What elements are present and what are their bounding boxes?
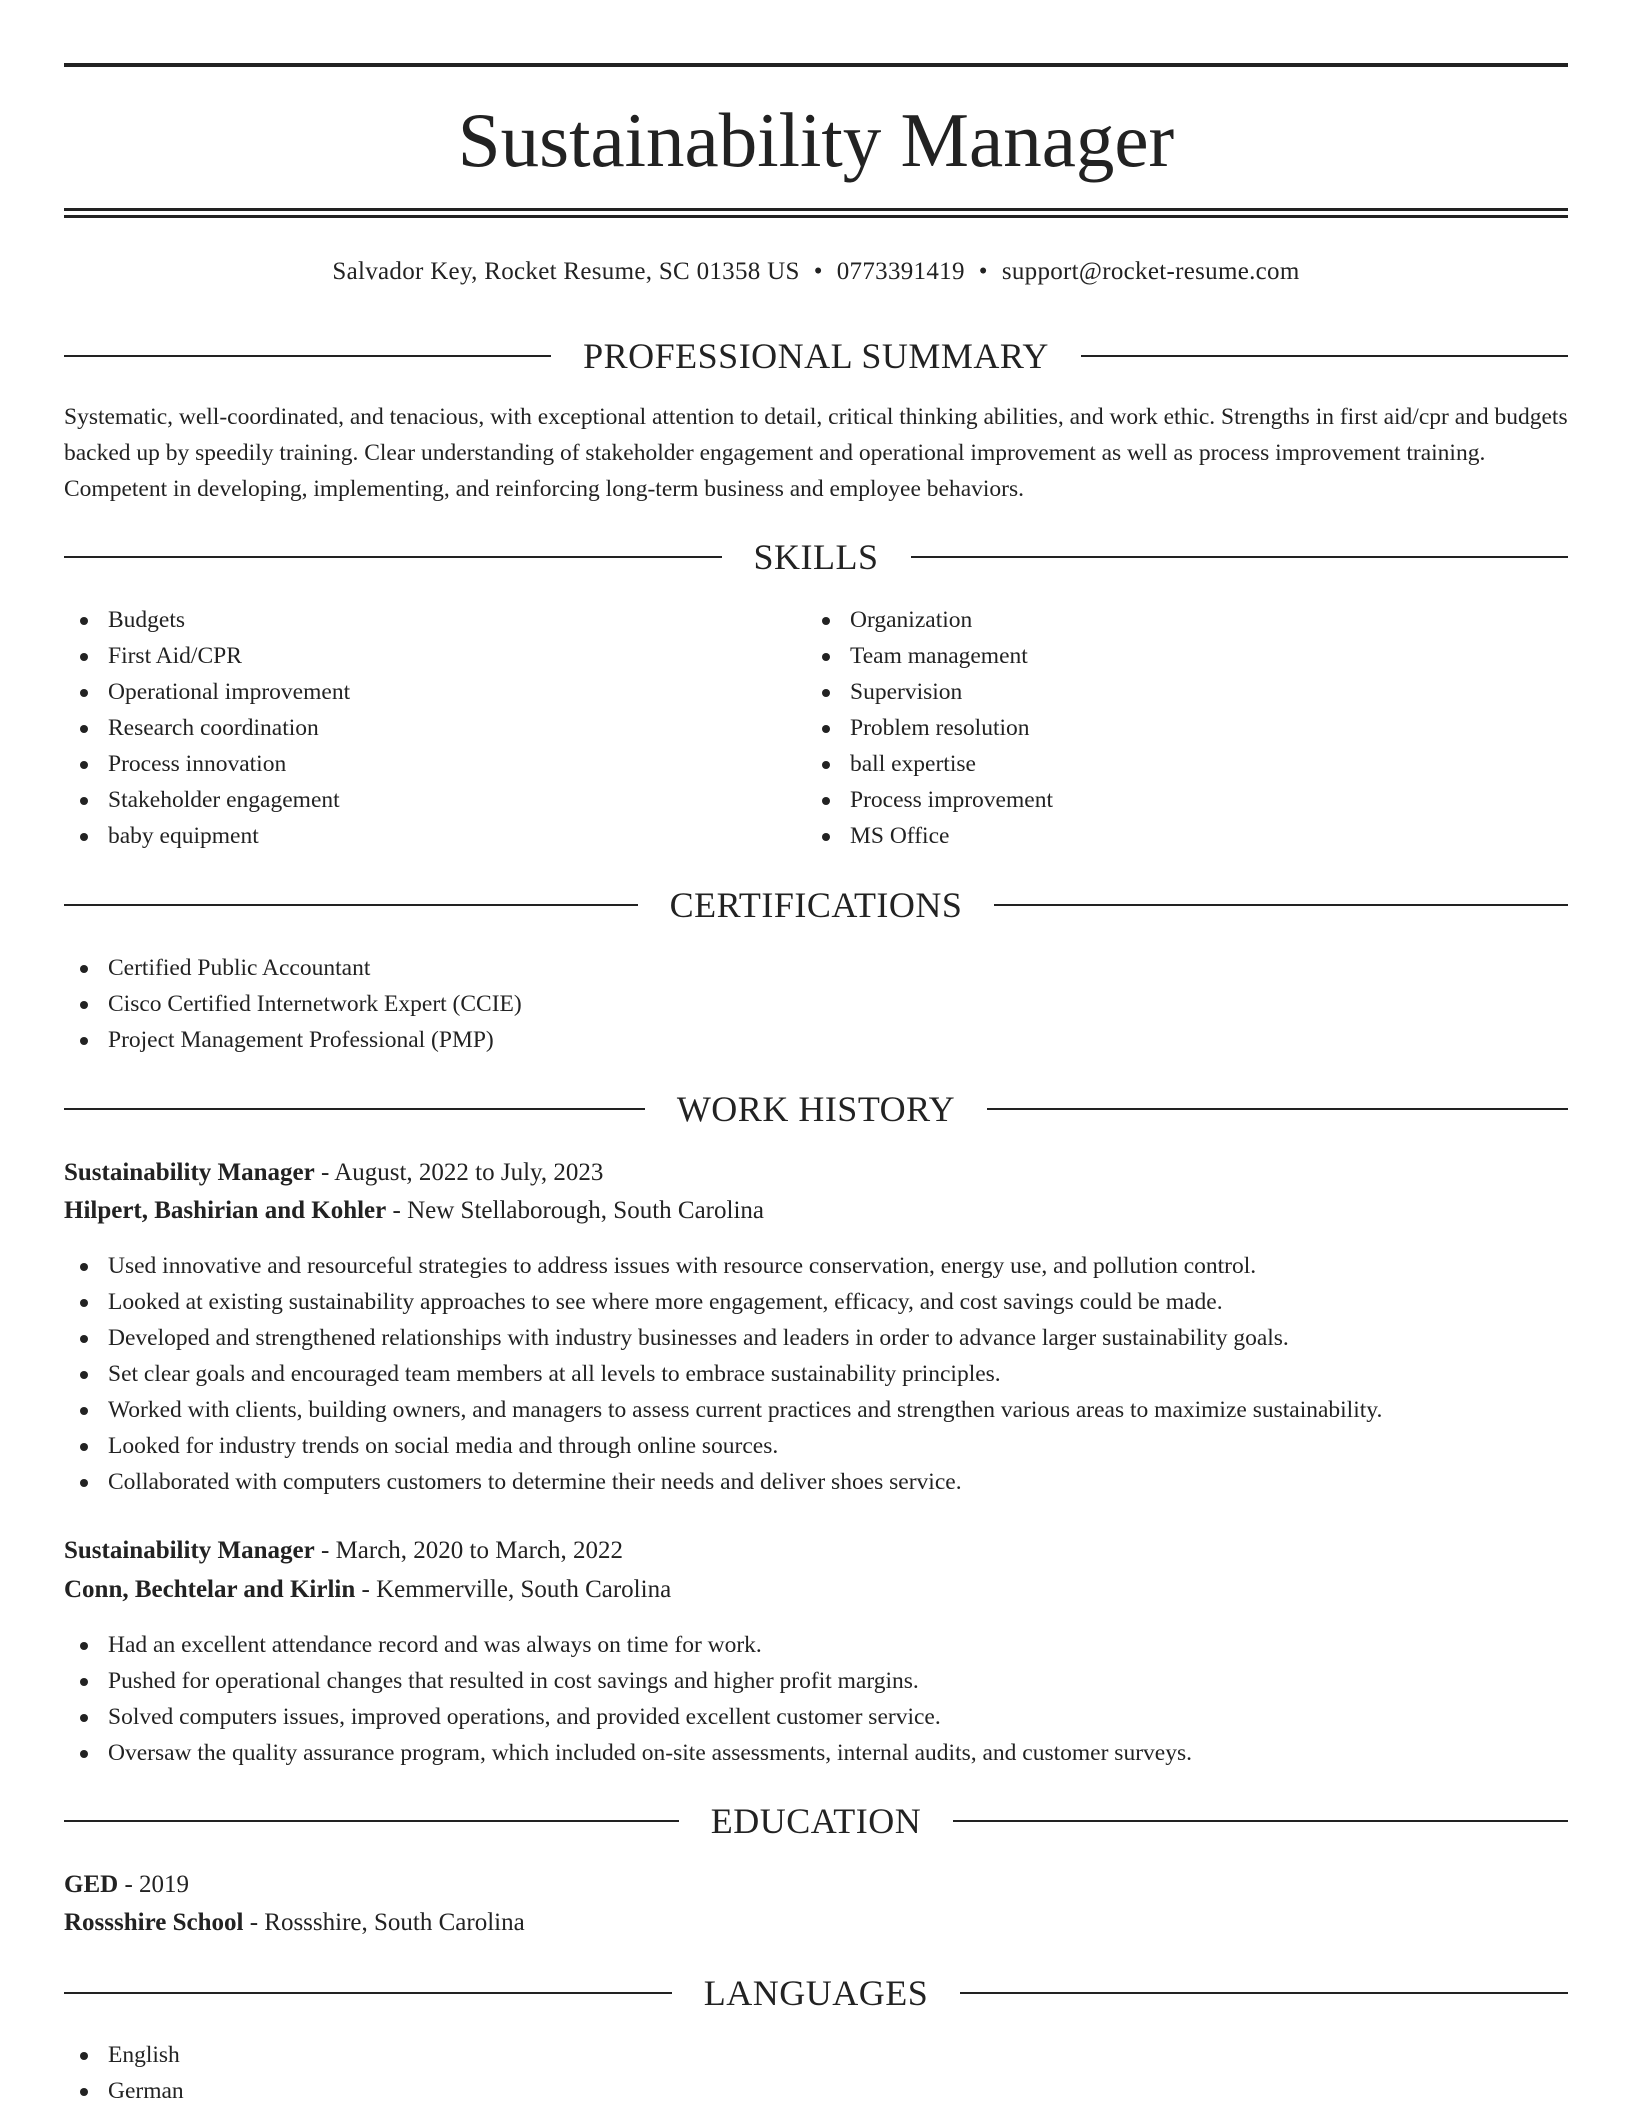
heading-rule — [64, 556, 722, 558]
skill-item: Organization — [806, 602, 1526, 638]
contact-line — [0, 255, 1632, 289]
section-title: WORK HISTORY — [676, 1089, 956, 1129]
education-location: Rossshire, South Carolina — [264, 1909, 525, 1936]
education-degree-line: GED - 2019 — [64, 1871, 190, 1898]
skill-item: Team management — [806, 638, 1526, 674]
education-school: Rossshire School — [64, 1909, 244, 1936]
section-heading-education — [64, 1799, 1568, 1843]
heading-rule — [64, 1992, 672, 1994]
skill-item: Budgets — [64, 602, 784, 638]
contact-separator: • — [978, 258, 988, 285]
contact-phone: 0773391419 — [836, 258, 965, 285]
job-title-line: Sustainability Manager - August, 2022 to July, 2023 — [64, 1159, 604, 1186]
skill-item: Supervision — [806, 674, 1526, 710]
section-heading-certifications — [64, 883, 1568, 927]
certification-item: Cisco Certified Internetwork Expert (CCIE) — [64, 986, 1568, 1022]
section-title: EDUCATION — [710, 1801, 922, 1841]
section-title: PROFESSIONAL SUMMARY — [583, 336, 1049, 376]
language-item: English — [64, 2037, 1568, 2073]
skill-item: First Aid/CPR — [64, 638, 784, 674]
education-year: 2019 — [139, 1871, 190, 1898]
skills-list-right — [806, 602, 1526, 854]
job-bullets — [64, 1627, 1568, 1771]
heading-rule — [1081, 355, 1568, 357]
heading-rule — [64, 904, 638, 906]
skill-item: Stakeholder engagement — [64, 782, 784, 818]
section-heading-summary — [64, 334, 1568, 378]
education-school-line: Rossshire School - Rossshire, South Carolina — [64, 1909, 525, 1936]
heading-rule — [953, 1820, 1568, 1822]
header-rule-1 — [64, 208, 1568, 211]
job-dates: August, 2022 to July, 2023 — [334, 1159, 604, 1186]
job-bullet: Solved computers issues, improved operations, and provided excellent customer service. — [64, 1699, 1568, 1735]
section-title: CERTIFICATIONS — [669, 885, 963, 925]
header-rule-2 — [64, 215, 1568, 218]
job-bullet: Had an excellent attendance record and was always on time for work. — [64, 1627, 1568, 1663]
job-location: New Stellaborough, South Carolina — [407, 1197, 764, 1224]
skill-item: Operational improvement — [64, 674, 784, 710]
skill-item: ball expertise — [806, 746, 1526, 782]
section-heading-work-history — [64, 1087, 1568, 1131]
contact-email: support@rocket-resume.com — [1001, 258, 1300, 285]
job-bullet: Worked with clients, building owners, and managers to assess current practices and strengthen various areas to maximize sustainability. — [64, 1392, 1568, 1428]
education-degree: GED — [64, 1871, 119, 1898]
job-bullet: Oversaw the quality assurance program, which included on-site assessments, internal audits, and customer surveys. — [64, 1735, 1568, 1771]
languages-list — [64, 2037, 1568, 2109]
job-bullet: Pushed for operational changes that resulted in cost savings and higher profit margins. — [64, 1663, 1568, 1699]
job-company-line: Hilpert, Bashirian and Kohler - New Stellaborough, South Carolina — [64, 1197, 764, 1224]
heading-rule — [64, 355, 551, 357]
contact-address: Salvador Key, Rocket Resume, SC 01358 US — [332, 258, 800, 285]
job-bullet: Set clear goals and encouraged team members at all levels to embrace sustainability principles. — [64, 1356, 1568, 1392]
job-bullets — [64, 1248, 1568, 1500]
heading-rule — [994, 904, 1568, 906]
skill-item: Process innovation — [64, 746, 784, 782]
skill-item: Research coordination — [64, 710, 784, 746]
job-bullet: Looked for industry trends on social media and through online sources. — [64, 1428, 1568, 1464]
heading-rule — [987, 1108, 1568, 1110]
heading-rule — [64, 1820, 679, 1822]
heading-rule — [911, 556, 1569, 558]
skill-item: MS Office — [806, 818, 1526, 854]
certification-item: Certified Public Accountant — [64, 950, 1568, 986]
job-company-line: Conn, Bechtelar and Kirlin - Kemmerville, South Carolina — [64, 1576, 672, 1603]
heading-rule — [64, 1108, 645, 1110]
job-dates: March, 2020 to March, 2022 — [335, 1537, 624, 1564]
skills-list-left — [64, 602, 784, 854]
resume-title: Sustainability Manager — [457, 97, 1175, 183]
job-bullet: Collaborated with computers customers to determine their needs and deliver shoes service. — [64, 1464, 1568, 1500]
section-title: SKILLS — [753, 537, 879, 577]
job-title-line: Sustainability Manager - March, 2020 to March, 2022 — [64, 1537, 624, 1564]
heading-rule — [960, 1992, 1568, 1994]
skill-item: Problem resolution — [806, 710, 1526, 746]
job-location: Kemmerville, South Carolina — [376, 1576, 672, 1603]
job-bullet: Developed and strengthened relationships with industry businesses and leaders in order to advance larger sustainability goals. — [64, 1320, 1568, 1356]
skill-item: baby equipment — [64, 818, 784, 854]
job-title: Sustainability Manager — [64, 1537, 315, 1564]
job-company: Hilpert, Bashirian and Kohler — [64, 1197, 387, 1224]
section-heading-skills — [64, 535, 1568, 579]
certification-item: Project Management Professional (PMP) — [64, 1022, 1568, 1058]
header-top-rule — [64, 63, 1568, 67]
skill-item: Process improvement — [806, 782, 1526, 818]
job-title: Sustainability Manager — [64, 1159, 315, 1186]
summary-text: Systematic, well-coordinated, and tenacious, with exceptional attention to detail, critical thinking abilities, and work ethic. Strengths in first aid/cpr and budgets backed up by speedily training. Clear understanding of stakeholder engagement and operational improvement as well as process improvement training. Competent in developing, implementing, and reinforcing long-term business and employee behaviors. — [64, 404, 1568, 502]
certifications-list — [64, 950, 1568, 1058]
job-company: Conn, Bechtelar and Kirlin — [64, 1576, 356, 1603]
section-title: LANGUAGES — [703, 1973, 929, 2013]
contact-separator: • — [813, 258, 823, 285]
job-bullet: Used innovative and resourceful strategies to address issues with resource conservation, energy use, and pollution control. — [64, 1248, 1568, 1284]
language-item: German — [64, 2073, 1568, 2109]
job-bullet: Looked at existing sustainability approaches to see where more engagement, efficacy, and cost savings could be made. — [64, 1284, 1568, 1320]
section-heading-languages — [64, 1971, 1568, 2015]
